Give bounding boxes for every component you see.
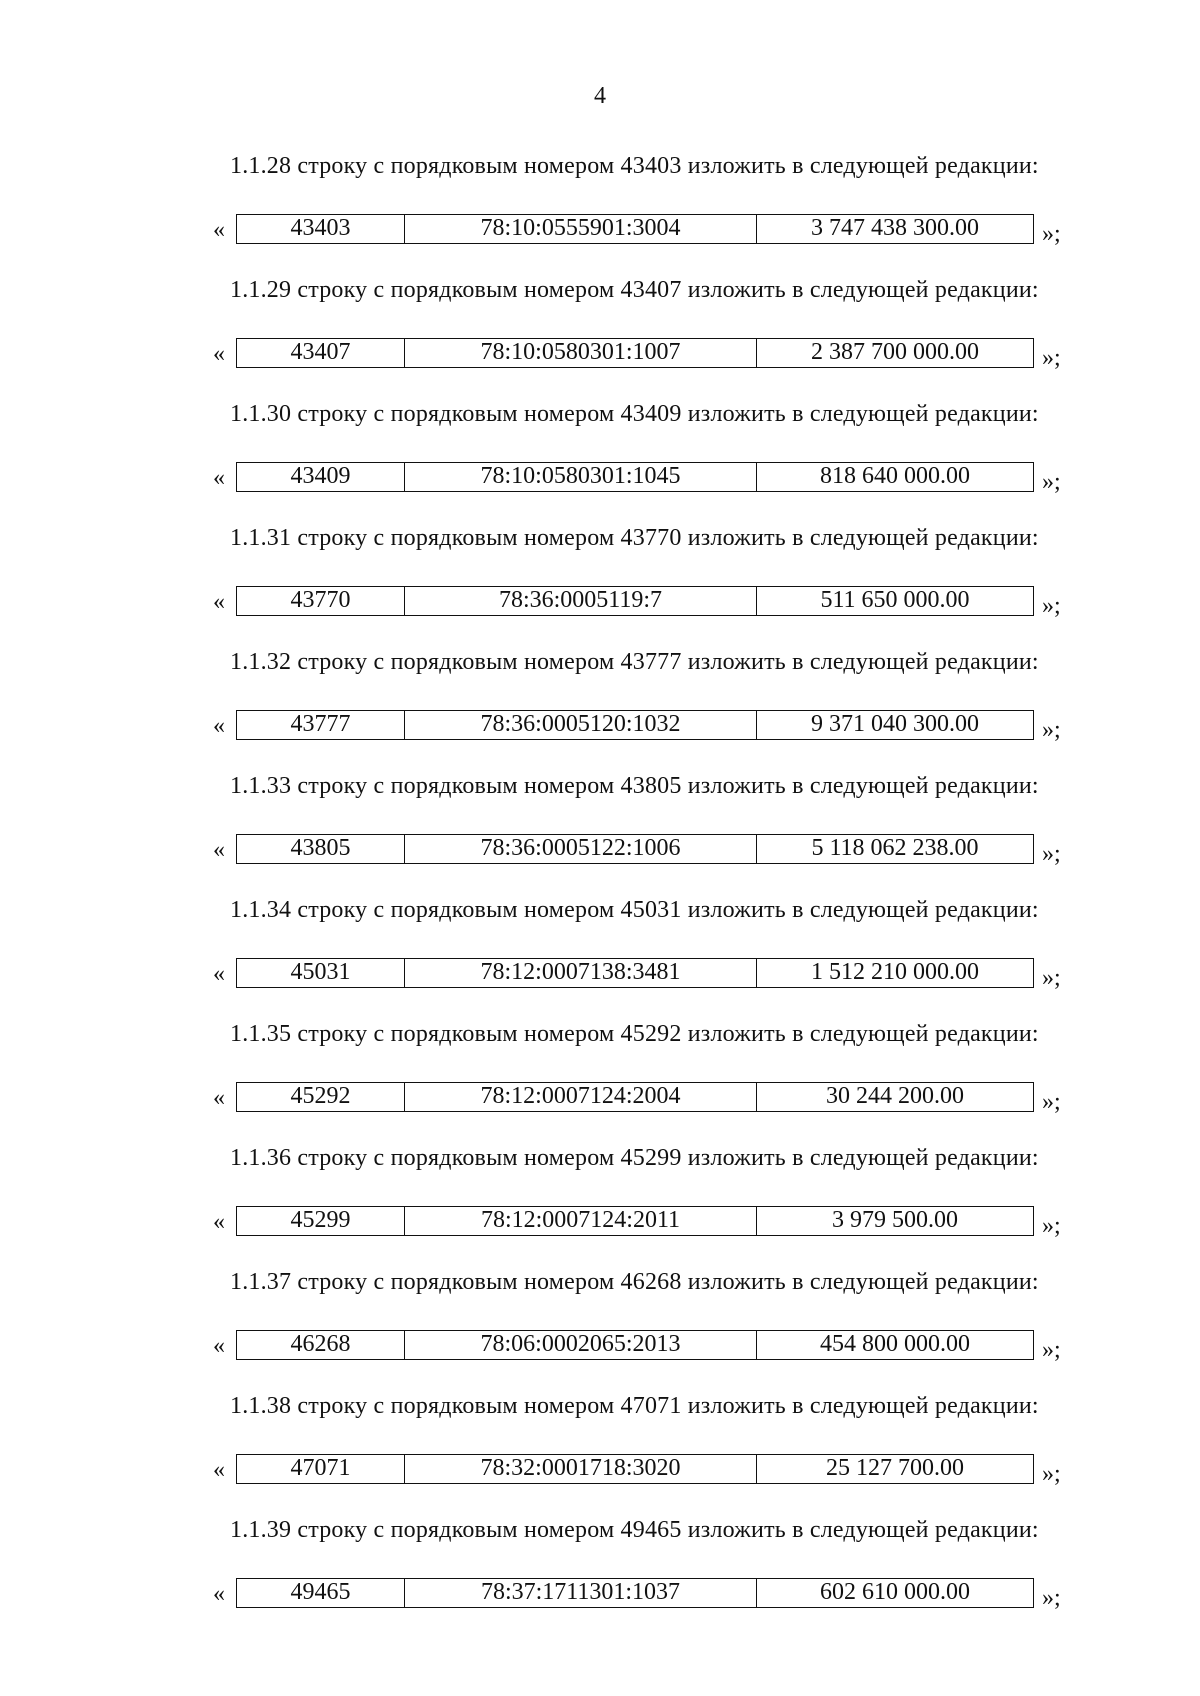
amendment-instruction: 1.1.34 строку с порядковым номером 45031 изложить в следующей редакции:	[230, 897, 1039, 923]
amendment-item	[0, 524, 1200, 648]
row-number-cell: 45299	[237, 1207, 405, 1235]
closing-quote: »;	[1042, 469, 1061, 495]
cadastral-number-cell: 78:36:0005120:1032	[405, 711, 757, 739]
amendment-item	[0, 1020, 1200, 1144]
cadastral-value-cell: 3 979 500.00	[832, 1207, 958, 1233]
amendment-instruction: 1.1.29 строку с порядковым номером 43407 изложить в следующей редакции:	[230, 277, 1039, 303]
amendment-item	[0, 1516, 1200, 1640]
amended-row	[0, 1454, 1200, 1488]
row-table	[236, 1206, 1034, 1236]
amendment-item	[0, 152, 1200, 276]
amendment-instruction: 1.1.37 строку с порядковым номером 46268 изложить в следующей редакции:	[230, 1269, 1039, 1295]
closing-quote: »;	[1042, 1461, 1061, 1487]
amended-row	[0, 1578, 1200, 1612]
opening-quote: «	[213, 1085, 225, 1111]
amended-row	[0, 710, 1200, 744]
row-number-cell: 46268	[237, 1331, 405, 1359]
closing-quote: »;	[1042, 1337, 1061, 1363]
row-number-cell: 43409	[237, 463, 405, 491]
row-number-cell: 47071	[237, 1455, 405, 1483]
amendment-instruction: 1.1.38 строку с порядковым номером 47071 изложить в следующей редакции:	[230, 1393, 1039, 1419]
row-number-cell: 45292	[237, 1083, 405, 1111]
opening-quote: «	[213, 961, 225, 987]
cadastral-number-cell: 78:36:0005119:7	[405, 587, 757, 615]
opening-quote: «	[213, 1209, 225, 1235]
amendment-item	[0, 1144, 1200, 1268]
row-table	[236, 214, 1034, 244]
closing-quote: »;	[1042, 1585, 1061, 1611]
opening-quote: «	[213, 1581, 225, 1607]
cadastral-value-cell: 25 127 700.00	[826, 1455, 964, 1481]
cadastral-number-cell: 78:32:0001718:3020	[405, 1455, 757, 1483]
cadastral-number-cell: 78:10:0580301:1007	[405, 339, 757, 367]
cadastral-value-cell: 1 512 210 000.00	[811, 959, 979, 985]
opening-quote: «	[213, 589, 225, 615]
row-table	[236, 1454, 1034, 1484]
row-table	[236, 462, 1034, 492]
amended-row	[0, 1330, 1200, 1364]
opening-quote: «	[213, 837, 225, 863]
closing-quote: »;	[1042, 965, 1061, 991]
closing-quote: »;	[1042, 717, 1061, 743]
opening-quote: «	[213, 217, 225, 243]
amendment-item	[0, 896, 1200, 1020]
amended-row	[0, 1082, 1200, 1116]
cadastral-number-cell: 78:10:0580301:1045	[405, 463, 757, 491]
amendment-item	[0, 276, 1200, 400]
opening-quote: «	[213, 713, 225, 739]
amendment-instruction: 1.1.35 строку с порядковым номером 45292 изложить в следующей редакции:	[230, 1021, 1039, 1047]
row-number-cell: 43777	[237, 711, 405, 739]
row-number-cell: 43407	[237, 339, 405, 367]
closing-quote: »;	[1042, 1089, 1061, 1115]
closing-quote: »;	[1042, 1213, 1061, 1239]
closing-quote: »;	[1042, 221, 1061, 247]
cadastral-value-cell: 818 640 000.00	[820, 463, 970, 489]
amended-row	[0, 214, 1200, 248]
opening-quote: «	[213, 465, 225, 491]
amended-row	[0, 834, 1200, 868]
cadastral-value-cell: 511 650 000.00	[820, 587, 970, 613]
row-table	[236, 1578, 1034, 1608]
cadastral-number-cell: 78:37:1711301:1037	[405, 1579, 757, 1607]
cadastral-value-cell: 454 800 000.00	[820, 1331, 970, 1357]
row-number-cell: 43805	[237, 835, 405, 863]
cadastral-value-cell: 30 244 200.00	[826, 1083, 964, 1109]
cadastral-value-cell: 2 387 700 000.00	[811, 339, 979, 365]
amended-row	[0, 1206, 1200, 1240]
row-number-cell: 43770	[237, 587, 405, 615]
row-table	[236, 834, 1034, 864]
amendment-item	[0, 772, 1200, 896]
closing-quote: »;	[1042, 841, 1061, 867]
amendment-instruction: 1.1.39 строку с порядковым номером 49465 изложить в следующей редакции:	[230, 1517, 1039, 1543]
opening-quote: «	[213, 1333, 225, 1359]
cadastral-number-cell: 78:36:0005122:1006	[405, 835, 757, 863]
amendment-instruction: 1.1.32 строку с порядковым номером 43777 изложить в следующей редакции:	[230, 649, 1039, 675]
amended-row	[0, 958, 1200, 992]
opening-quote: «	[213, 1457, 225, 1483]
amendment-item	[0, 1268, 1200, 1392]
amendment-instruction: 1.1.28 строку с порядковым номером 43403 изложить в следующей редакции:	[230, 153, 1039, 179]
amendment-item	[0, 648, 1200, 772]
cadastral-value-cell: 5 118 062 238.00	[811, 835, 979, 861]
opening-quote: «	[213, 341, 225, 367]
amendment-item	[0, 400, 1200, 524]
amended-row	[0, 338, 1200, 372]
row-table	[236, 710, 1034, 740]
cadastral-value-cell: 602 610 000.00	[820, 1579, 970, 1605]
row-number-cell: 49465	[237, 1579, 405, 1607]
row-table	[236, 1082, 1034, 1112]
amended-row	[0, 462, 1200, 496]
cadastral-value-cell: 3 747 438 300.00	[811, 215, 979, 241]
closing-quote: »;	[1042, 345, 1061, 371]
row-table	[236, 586, 1034, 616]
row-number-cell: 43403	[237, 215, 405, 243]
closing-quote: »;	[1042, 593, 1061, 619]
amendment-list	[0, 152, 1200, 1640]
cadastral-value-cell: 9 371 040 300.00	[811, 711, 979, 737]
row-table	[236, 338, 1034, 368]
row-number-cell: 45031	[237, 959, 405, 987]
cadastral-number-cell: 78:12:0007124:2011	[405, 1207, 757, 1235]
amendment-instruction: 1.1.36 строку с порядковым номером 45299 изложить в следующей редакции:	[230, 1145, 1039, 1171]
amendment-instruction: 1.1.33 строку с порядковым номером 43805 изложить в следующей редакции:	[230, 773, 1039, 799]
cadastral-number-cell: 78:10:0555901:3004	[405, 215, 757, 243]
cadastral-number-cell: 78:12:0007124:2004	[405, 1083, 757, 1111]
amendment-instruction: 1.1.30 строку с порядковым номером 43409 изложить в следующей редакции:	[230, 401, 1039, 427]
row-table	[236, 1330, 1034, 1360]
page-number: 4	[594, 83, 606, 109]
amended-row	[0, 586, 1200, 620]
amendment-instruction: 1.1.31 строку с порядковым номером 43770 изложить в следующей редакции:	[230, 525, 1039, 551]
amendment-item	[0, 1392, 1200, 1516]
row-table	[236, 958, 1034, 988]
cadastral-number-cell: 78:06:0002065:2013	[405, 1331, 757, 1359]
cadastral-number-cell: 78:12:0007138:3481	[405, 959, 757, 987]
